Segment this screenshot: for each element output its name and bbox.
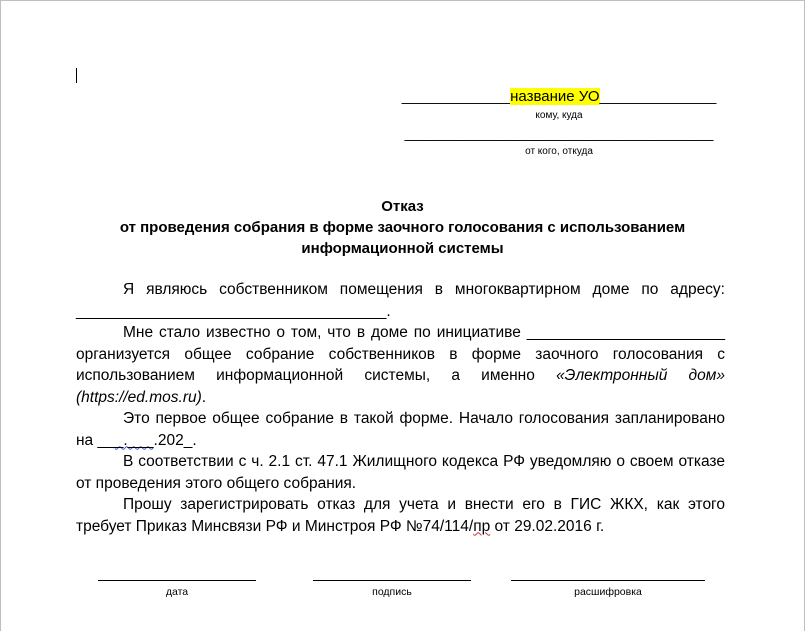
order-date: от 29.02.2016 г. xyxy=(490,517,605,535)
decode-line xyxy=(511,580,705,581)
recipient-underscores-right: ______________ xyxy=(599,88,717,105)
text-cursor xyxy=(76,68,77,83)
signature-decode-field[interactable] xyxy=(511,580,705,598)
document-title: Отказ xyxy=(381,198,424,215)
sender-caption: от кого, откуда xyxy=(525,146,593,157)
paragraph-registration-text xyxy=(76,494,725,537)
sender-line[interactable]: _____________________________________ xyxy=(404,125,714,142)
date-label: дата xyxy=(165,586,189,598)
recipient-line[interactable] xyxy=(396,88,722,105)
paragraph-first-meeting xyxy=(76,408,725,451)
paragraph-address-text: Я являюсь собственником помещения в многоквартирном доме по адресу: ____________________________________. xyxy=(76,281,725,320)
recipient-org-name: название УО xyxy=(510,88,600,105)
paragraph-first-meeting-text xyxy=(76,408,725,451)
document-subtitle-line2: информационной системы xyxy=(301,240,504,257)
initiative-text: Мне стало известно о том, что в доме по инициативе _______________________ организуется общее собрание собственников в форме заочного голосования с использованием информационной системы, а именно xyxy=(76,324,725,384)
signature-label: подпись xyxy=(372,586,412,598)
signature-field[interactable] xyxy=(313,580,471,598)
date-line xyxy=(98,580,256,581)
year-blank: .202_. xyxy=(153,431,197,449)
signature-date-field[interactable] xyxy=(98,580,256,598)
decode-label: расшифровка xyxy=(574,586,642,598)
recipient-caption: кому, куда xyxy=(535,110,583,121)
signature-line xyxy=(313,580,471,581)
first-meeting-text: Это первое общее собрание в такой форме. Начало голосования запланировано на __ xyxy=(76,410,725,449)
order-suffix: пр xyxy=(473,517,491,535)
system-url: (https://ed.mos.ru) xyxy=(76,388,202,406)
document-subtitle-line1: от проведения собрания в форме заочного голосования с использованием xyxy=(119,219,686,236)
initiative-period: . xyxy=(201,388,207,406)
recipient-underscores-left: _____________ xyxy=(401,88,511,105)
date-blank: _.___ xyxy=(114,431,154,449)
registration-text: Прошу зарегистрировать отказ для учета и внести его в ГИС ЖКХ, как этого требует Приказ Минсвязи РФ и Минстроя РФ №74/114/ xyxy=(76,496,725,535)
paragraph-address xyxy=(76,279,725,322)
paragraph-refusal-text: В соответствии с ч. 2.1 ст. 47.1 Жилищного кодекса РФ уведомляю о своем отказе от проведения этого общего собрания. xyxy=(76,453,725,492)
paragraph-registration xyxy=(76,494,725,537)
paragraph-initiative xyxy=(76,322,725,408)
paragraph-refusal xyxy=(76,451,725,494)
paragraph-initiative-text xyxy=(76,322,725,408)
system-name: «Электронный дом» xyxy=(556,367,725,384)
